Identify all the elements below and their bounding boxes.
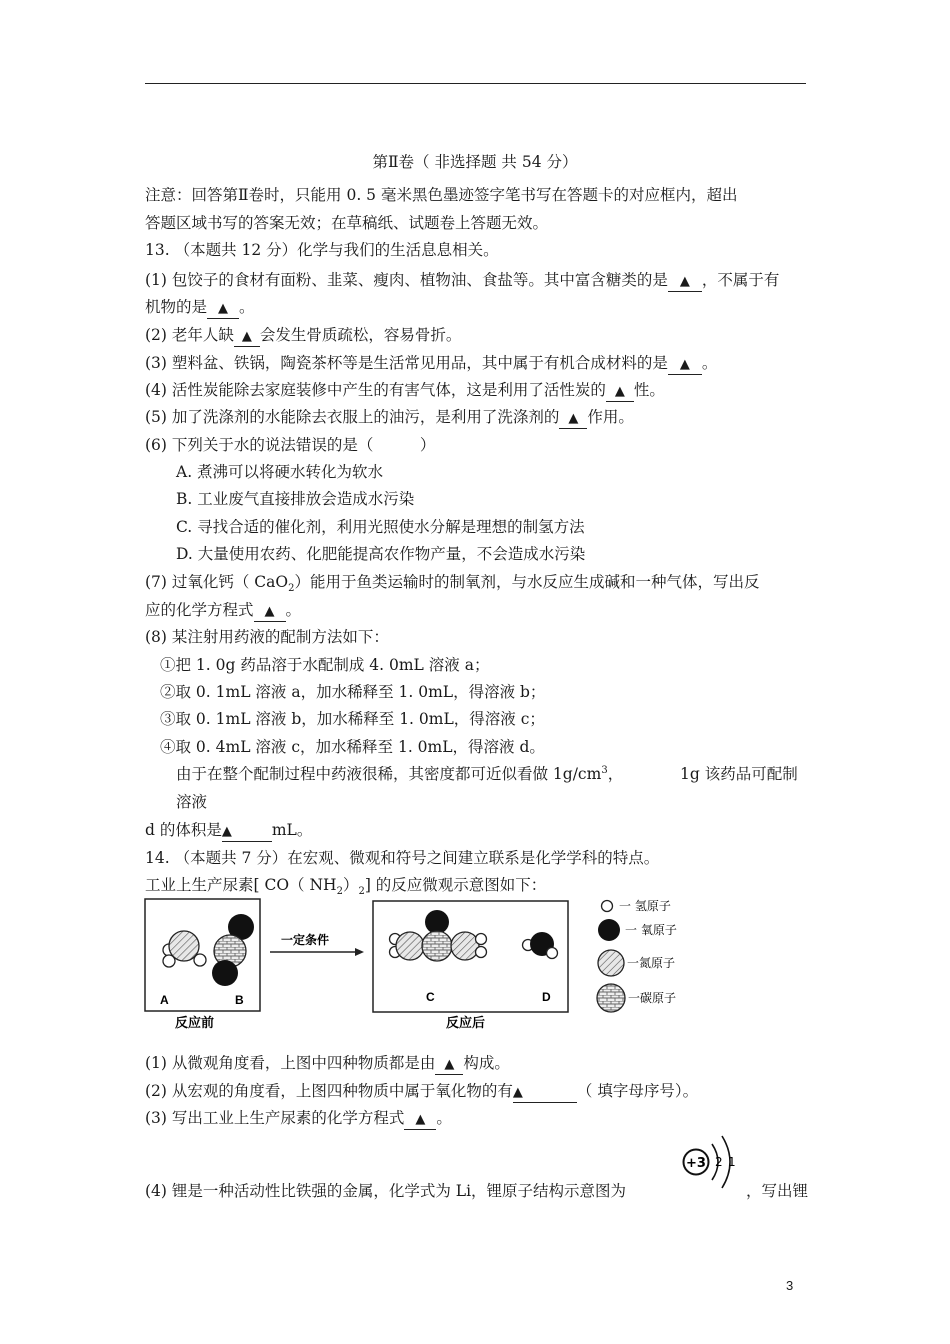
q13-step-3: ③取 0. 1mL 溶液 b，加水稀释至 1. 0mL，得溶液 c； [160, 710, 545, 728]
q14-header: 14. （本题共 7 分）在宏观、微观和符号之间建立联系是化学学科的特点。 [145, 849, 660, 867]
molecule-d [523, 932, 558, 959]
lithium-atom-structure-diagram [680, 1128, 744, 1194]
li-shell-2-electrons: 1 [728, 1155, 736, 1169]
molecule-a [163, 931, 206, 967]
notice-line-1: 注意：回答第Ⅱ卷时，只能用 0. 5 毫米黑色墨迹签字笔书写在答题卡的对应框内，超出 [145, 186, 738, 204]
li-shell-1-electrons: 2 [715, 1155, 723, 1169]
answer-blank: ▲ [222, 821, 272, 842]
q13-step-4: ④取 0. 4mL 溶液 c，加水稀释至 1. 0mL，得溶液 d。 [160, 738, 545, 756]
q13-part8: (8) 某注射用药液的配制方法如下： [145, 628, 389, 646]
carbon-legend-icon [597, 984, 625, 1012]
q14-intro: 工业上生产尿素[ CO（ $NH_2)_2$] 的反应微观示意图如下： [145, 876, 547, 898]
q13-option-b: B. 工业废气直接排放会造成水污染 [176, 490, 415, 508]
label-after: 反应后 [446, 1016, 486, 1031]
arrow-label: 一定条件 [281, 933, 330, 947]
header-rule [145, 83, 806, 84]
q13-part1-cont: 机物的是 ▲ 。 [145, 297, 255, 319]
label-before: 反应前 [175, 1016, 215, 1031]
answer-blank: ▲ [668, 271, 702, 292]
answer-blank: ▲ [404, 1109, 436, 1130]
page-number: 3 [786, 1278, 794, 1293]
q13-part7: (7) 过氧化钙（ CaO$_2$）能用于鱼类运输时的制氧剂，与水反应生成碱和一种气体，写出反 [145, 573, 760, 595]
answer-blank: ▲ [207, 298, 239, 319]
q13-density-note-tail: 1g 该药品可配制 [680, 765, 798, 783]
answer-blank: ▲ [254, 601, 286, 622]
arrow-head [355, 948, 364, 956]
nitrogen-legend-icon [598, 950, 624, 976]
notice-line-2: 答题区域书写的答案无效；在草稿纸、试题卷上答题无效。 [145, 214, 549, 232]
q13-solution-word: 溶液 [176, 793, 208, 811]
q13-step-2: ②取 0. 1mL 溶液 a，加水稀释至 1. 0mL，得溶液 b； [160, 683, 546, 701]
molecule-c [390, 910, 487, 961]
answer-blank: ▲ [606, 381, 634, 402]
q13-volume-line: d 的体积是▲ mL。 [145, 820, 312, 842]
q14-part3: (3) 写出工业上生产尿素的化学方程式 ▲ 。 [145, 1108, 452, 1130]
legend-carbon: 一碳原子 [628, 991, 677, 1005]
molecule-b [212, 914, 254, 986]
answer-blank: ▲ [559, 408, 587, 429]
legend-nitrogen: 一氮原子 [627, 956, 676, 970]
q13-density-note: 由于在整个配制过程中药液很稀，其密度都可近似看做 $1g/cm^3$， [176, 764, 624, 783]
label-d: D [542, 990, 551, 1004]
q13-part4: (4) 活性炭能除去家庭装修中产生的有害气体，这是利用了活性炭的 ▲ 性。 [145, 380, 665, 402]
oxygen-legend-icon [598, 919, 620, 941]
label-b: B [235, 993, 244, 1007]
q13-part6: (6) 下列关于水的说法错误的是（ ） [145, 436, 436, 454]
q14-part4: (4) 锂是一种活动性比铁强的金属，化学式为 Li，锂原子结构示意图为 [145, 1182, 627, 1200]
q13-part2: (2) 老年人缺 ▲ 会发生骨质疏松，容易骨折。 [145, 325, 461, 347]
label-c: C [426, 990, 435, 1004]
legend-oxygen: 一 氧原子 [625, 923, 677, 937]
q13-part5: (5) 加了洗涤剂的水能除去衣服上的油污，是利用了洗涤剂的 ▲ 作用。 [145, 407, 634, 429]
q13-step-1: ①把 1. 0g 药品溶于水配制成 4. 0mL 溶液 a； [160, 656, 490, 674]
urea-reaction-diagram [143, 893, 743, 1033]
label-a: A [160, 993, 169, 1007]
q13-part7-cont: 应的化学方程式 ▲ 。 [145, 600, 301, 622]
legend-hydrogen: 一 氢原子 [619, 899, 671, 913]
section-title: 第Ⅱ卷（ 非选择题 共 54 分） [372, 153, 578, 171]
q13-part3: (3) 塑料盆、铁锅，陶瓷茶杯等是生活常见用品，其中属于有机合成材料的是 ▲ 。 [145, 353, 717, 375]
answer-blank: ▲ [234, 326, 260, 347]
q13-option-a: A. 煮沸可以将硬水转化为软水 [176, 463, 384, 481]
q13-option-c: C. 寻找合适的催化剂，利用光照使水分解是理想的制氢方法 [176, 518, 585, 536]
answer-blank: ▲ [435, 1054, 463, 1075]
answer-blank: ▲ [513, 1082, 577, 1103]
q13-part1: (1) 包饺子的食材有面粉、韭菜、瘦肉、植物油、食盐等。其中富含糖类的是 ▲ ，不属于有 [145, 270, 779, 292]
answer-blank: ▲ [668, 354, 702, 375]
q13-option-d: D. 大量使用农药、化肥能提高农作物产量，不会造成水污染 [176, 545, 586, 563]
hydrogen-legend-icon [602, 901, 613, 912]
q14-part2: (2) 从宏观的角度看，上图四种物质中属于氧化物的有▲ （ 填字母序号）。 [145, 1081, 698, 1103]
q13-header: 13. （本题共 12 分）化学与我们的生活息息相关。 [145, 241, 499, 259]
q14-part4-tail: ，写出锂 [746, 1182, 809, 1200]
q14-part1: (1) 从微观角度看，上图中四种物质都是由 ▲ 构成。 [145, 1053, 510, 1075]
li-nucleus-charge: +3 [686, 1156, 706, 1171]
